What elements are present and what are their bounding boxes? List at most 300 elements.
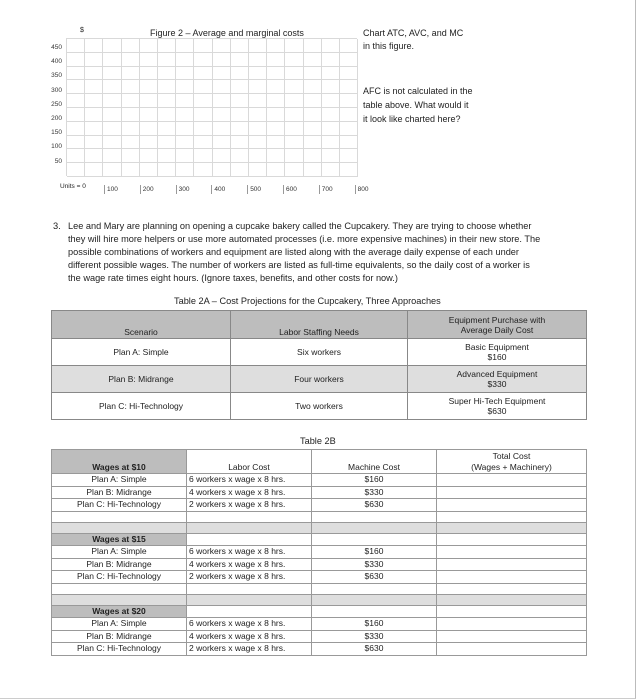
grid-cell [340,163,358,177]
header-equipment-line: Equipment Purchase with [448,314,546,325]
grid-cell [267,94,285,108]
labor-cost-cell: 6 workers x wage x 8 hrs. [187,546,312,559]
spacer-row [52,594,587,605]
grid-cell [67,108,85,122]
grid-cell [322,149,340,163]
grid-cell [304,67,322,81]
grid-cell [103,108,121,122]
equipment-cost: $330 [487,379,507,389]
spacer-row [52,511,587,522]
plan-cell: Plan C: Hi-Technology [52,499,187,512]
question-line: possible combinations of workers and equipment are listed along with the average daily expense of each under [68,247,519,257]
grid-cell [85,80,103,94]
table-row [52,474,587,487]
empty-cell [437,533,587,546]
labor-cell: Four workers [231,366,408,393]
header-equipment [408,311,587,339]
labor-cost-cell: 2 workers x wage x 8 hrs. [187,571,312,584]
grid-cell [158,163,176,177]
grid-cell [231,94,249,108]
machine-cost-cell: $630 [312,571,437,584]
grid-cell [176,163,194,177]
grid-cell [304,80,322,94]
grid-cell [285,80,303,94]
grid-cell [249,67,267,81]
labor-cost-cell: 6 workers x wage x 8 hrs. [187,474,312,487]
empty-cell [312,583,437,594]
grid-cell [67,163,85,177]
side-note-line: it look like charted here? [363,114,461,124]
grid-cell [158,108,176,122]
grid-cell [194,53,212,67]
question-line: Lee and Mary are planning on opening a cupcake bakery called the Cupcakery. They are trying to choose whether [68,221,532,231]
grid-cell [176,94,194,108]
table-row [52,618,587,631]
grid-cell [194,149,212,163]
grid-cell [194,108,212,122]
grid-cell [67,94,85,108]
grid-cell [304,136,322,150]
y-tick-label: 250 [51,100,62,108]
grid-cell [122,149,140,163]
grid-cell [122,80,140,94]
empty-cell [187,605,312,618]
grid-cell [340,108,358,122]
side-note-line: AFC is not calculated in the [363,86,473,96]
empty-cell [437,583,587,594]
empty-cell [187,511,312,522]
empty-cell [187,522,312,533]
grid-cell [249,163,267,177]
wage-group-header-row [52,605,587,618]
grid-cell [67,67,85,81]
grid-cell [213,122,231,136]
labor-cost-cell: 2 workers x wage x 8 hrs. [187,499,312,512]
grid-cell [322,39,340,53]
spacer-row [52,522,587,533]
header-labor: Labor Staffing Needs [231,311,408,339]
table-header-row [52,311,587,339]
table-row [52,571,587,584]
y-tick-label: 300 [51,86,62,94]
x-tick-label: 700 [319,185,333,194]
grid-cell [122,53,140,67]
grid-cell [122,163,140,177]
grid-cell [213,149,231,163]
header-scenario: Scenario [52,311,231,339]
grid-cell [158,80,176,94]
grid-cell [140,39,158,53]
y-axis-currency-label: $ [80,27,84,34]
grid-cell [231,39,249,53]
total-cost-input-cell [437,499,587,512]
y-tick-label: 50 [54,157,62,165]
grid-cell [340,67,358,81]
grid-cell [213,136,231,150]
grid-cell [67,122,85,136]
table-row [52,486,587,499]
labor-cost-cell: 4 workers x wage x 8 hrs. [187,558,312,571]
grid-cell [285,122,303,136]
grid-cell [140,163,158,177]
grid-cell [103,94,121,108]
grid-cell [340,136,358,150]
grid-cell [213,39,231,53]
question-line: different possible wages. The number of workers are listed as full-time equivalents, so the daily cost of a worker is [68,260,530,270]
grid-cell [176,53,194,67]
wage-group-header-row [52,533,587,546]
labor-cost-cell: 2 workers x wage x 8 hrs. [187,643,312,656]
grid-cell [249,94,267,108]
x-tick-label: 600 [283,185,297,194]
grid-cell [67,149,85,163]
grid-cell [267,163,285,177]
grid-cell [213,53,231,67]
grid-cell [158,94,176,108]
grid-cell [158,136,176,150]
x-tick-label: 200 [140,185,154,194]
grid-cell [249,149,267,163]
total-cost-input-cell [437,558,587,571]
x-tick-label: 300 [176,185,190,194]
scenario-cell: Plan A: Simple [52,339,231,366]
grid-cell [194,136,212,150]
wage-label: Wages at $15 [52,533,187,546]
grid-cell [194,94,212,108]
grid-cell [285,108,303,122]
empty-cell [312,594,437,605]
empty-cell [437,522,587,533]
plan-cell: Plan B: Midrange [52,486,187,499]
grid-cell [249,80,267,94]
empty-cell [437,594,587,605]
grid-cell [122,94,140,108]
y-tick-label: 400 [51,58,62,66]
grid-cell [158,149,176,163]
grid-cell [85,53,103,67]
grid-cell [122,108,140,122]
grid-cell [103,53,121,67]
grid-cell [304,108,322,122]
grid-cell [267,53,285,67]
side-note-afc-question [363,84,473,126]
grid-cell [322,67,340,81]
question-number: 3. [53,221,61,231]
grid-cell [322,122,340,136]
grid-cell [140,149,158,163]
grid-cell [103,80,121,94]
grid-cell [85,149,103,163]
equipment-cost: $630 [487,406,507,416]
plan-cell: Plan B: Midrange [52,630,187,643]
machine-cost-cell: $160 [312,546,437,559]
labor-cell: Two workers [231,393,408,420]
grid-cell [304,149,322,163]
table-2b [51,449,587,656]
empty-cell [312,522,437,533]
grid-cell [304,39,322,53]
plan-cell: Plan A: Simple [52,474,187,487]
grid-cell [85,122,103,136]
grid-cell [304,53,322,67]
y-tick-label: 100 [51,143,62,151]
grid-cell [213,67,231,81]
grid-cell [176,108,194,122]
total-cost-input-cell [437,474,587,487]
grid-cell [85,163,103,177]
grid-cell [267,67,285,81]
grid-cell [340,39,358,53]
grid-cell [103,122,121,136]
table-row [52,546,587,559]
grid-cell [213,80,231,94]
side-note-line: in this figure. [363,41,415,51]
grid-cell [249,122,267,136]
table-2a [51,310,587,420]
grid-cell [213,108,231,122]
wage-label: Wages at $20 [52,605,187,618]
plan-cell: Plan A: Simple [52,546,187,559]
grid-cell [285,67,303,81]
plan-cell: Plan A: Simple [52,618,187,631]
machine-cost-cell: $630 [312,643,437,656]
header-labor-cost: Labor Cost [187,450,312,474]
grid-cell [194,122,212,136]
grid-cell [103,67,121,81]
table-row [52,393,587,420]
grid-cell [103,163,121,177]
grid-cell [322,108,340,122]
grid-cell [140,80,158,94]
y-tick-label: 450 [51,44,62,51]
grid-cell [67,39,85,53]
question-line: the wage rate times eight hours. (Ignore taxes, benefits, and other costs for now.) [68,273,398,283]
table-row [52,499,587,512]
grid-cell [122,136,140,150]
grid-cell [231,80,249,94]
scenario-cell: Plan C: Hi-Technology [52,393,231,420]
grid-cell [267,80,285,94]
scenario-cell: Plan B: Midrange [52,366,231,393]
grid-cell [285,163,303,177]
grid-cell [140,108,158,122]
total-cost-input-cell [437,630,587,643]
table-2b-caption: Table 2B [300,436,336,446]
x-axis-units-label: Units = 0 [60,183,86,190]
grid-cell [176,122,194,136]
table-row [52,643,587,656]
grid-cell [194,39,212,53]
grid-cell [103,136,121,150]
x-tick-label: 800 [355,185,369,194]
grid-cell [340,94,358,108]
machine-cost-cell: $630 [312,499,437,512]
side-note-chart-instructions [363,27,463,53]
grid-cell [285,39,303,53]
total-cost-input-cell [437,546,587,559]
grid-cell [176,67,194,81]
grid-cell [158,67,176,81]
grid-cell [213,163,231,177]
grid-cell [267,122,285,136]
empty-cell [312,605,437,618]
empty-cell [52,583,187,594]
grid-cell [231,163,249,177]
figure-title: Figure 2 – Average and marginal costs [150,28,304,38]
grid-cell [85,108,103,122]
side-note-line: Chart ATC, AVC, and MC [363,28,464,38]
header-total-line: Total Cost [492,451,531,461]
grid-cell [194,80,212,94]
equipment-cell [408,339,587,366]
table-row [52,366,587,393]
grid-cell [231,53,249,67]
equipment-cell [408,393,587,420]
empty-cell [437,511,587,522]
grid-cell [231,136,249,150]
grid-cell [304,163,322,177]
grid-cell [158,53,176,67]
table-row [52,339,587,366]
grid-cell [322,53,340,67]
grid-cell [340,80,358,94]
grid-cell [85,39,103,53]
machine-cost-cell: $160 [312,474,437,487]
grid-cell [322,80,340,94]
wage-label: Wages at $10 [52,450,187,474]
grid-cell [249,39,267,53]
total-cost-input-cell [437,643,587,656]
total-cost-input-cell [437,571,587,584]
grid-cell [267,149,285,163]
grid-cell [85,67,103,81]
x-tick-label: 500 [247,185,261,194]
grid-cell [122,39,140,53]
plan-cell: Plan C: Hi-Technology [52,571,187,584]
grid-cell [285,94,303,108]
machine-cost-cell: $330 [312,558,437,571]
equipment-cost: $160 [487,352,507,362]
machine-cost-cell: $330 [312,630,437,643]
y-tick-label: 150 [51,129,62,137]
grid-cell [67,136,85,150]
grid-cell [249,108,267,122]
empty-cell [52,511,187,522]
equipment-name: Basic Equipment [465,342,529,352]
grid-cell [267,39,285,53]
grid-cell [267,136,285,150]
spacer-row [52,583,587,594]
labor-cost-cell: 4 workers x wage x 8 hrs. [187,630,312,643]
labor-cell: Six workers [231,339,408,366]
empty-cell [437,605,587,618]
grid-cell [231,149,249,163]
empty-cell [52,522,187,533]
grid-cell [322,136,340,150]
empty-cell [187,533,312,546]
labor-cost-cell: 6 workers x wage x 8 hrs. [187,618,312,631]
grid-cell [213,94,231,108]
grid-cell [340,122,358,136]
labor-cost-cell: 4 workers x wage x 8 hrs. [187,486,312,499]
grid-cell [231,122,249,136]
x-tick-label: 400 [211,185,225,194]
grid-cell [158,39,176,53]
grid-cell [231,108,249,122]
grid-cell [194,163,212,177]
machine-cost-cell: $160 [312,618,437,631]
header-equipment-line: Average Daily Cost [460,324,534,335]
table-row [52,558,587,571]
machine-cost-cell: $330 [312,486,437,499]
header-machine-cost: Machine Cost [312,450,437,474]
grid-cell [322,163,340,177]
grid-cell [67,80,85,94]
total-cost-input-cell [437,618,587,631]
y-tick-label: 200 [51,115,62,122]
grid-cell [103,39,121,53]
grid-cell [140,67,158,81]
grid-cell [140,94,158,108]
grid-cell [140,53,158,67]
grid-cell [140,122,158,136]
grid-cell [267,108,285,122]
y-tick-label: 350 [51,72,62,80]
question-text [68,220,598,285]
header-total-line: (Wages + Machinery) [471,462,552,472]
grid-cell [158,122,176,136]
grid-cell [340,53,358,67]
empty-cell [187,583,312,594]
grid-cell [249,53,267,67]
plan-cell: Plan C: Hi-Technology [52,643,187,656]
grid-cell [85,136,103,150]
table-2a-caption: Table 2A – Cost Projections for the Cupcakery, Three Approaches [174,296,441,306]
grid-cell [304,122,322,136]
wage-group-header-row [52,450,587,474]
equipment-name: Super Hi-Tech Equipment [448,396,546,406]
plan-cell: Plan B: Midrange [52,558,187,571]
grid-cell [176,136,194,150]
grid-cell [285,136,303,150]
grid-cell [140,136,158,150]
grid-cell [194,67,212,81]
question-line: they will hire more helpers or use more automated processes (i.e. more expensive machines) in their new store. The [68,234,541,244]
table-row [52,630,587,643]
empty-cell [312,511,437,522]
empty-cell [187,594,312,605]
grid-cell [285,53,303,67]
side-note-line: table above. What would it [363,100,469,110]
grid-cell [103,149,121,163]
grid-cell [176,80,194,94]
equipment-cell [408,366,587,393]
grid-cell [249,136,267,150]
grid-cell [340,149,358,163]
header-total-cost [437,450,587,474]
empty-cell [52,594,187,605]
empty-cell [312,533,437,546]
grid-cell [322,94,340,108]
chart-plot-area [66,38,357,176]
grid-cell [176,149,194,163]
grid-cell [304,94,322,108]
grid-cell [285,149,303,163]
grid-cell [85,94,103,108]
grid-cell [231,67,249,81]
x-tick-label: 100 [104,185,118,194]
grid-cell [122,122,140,136]
